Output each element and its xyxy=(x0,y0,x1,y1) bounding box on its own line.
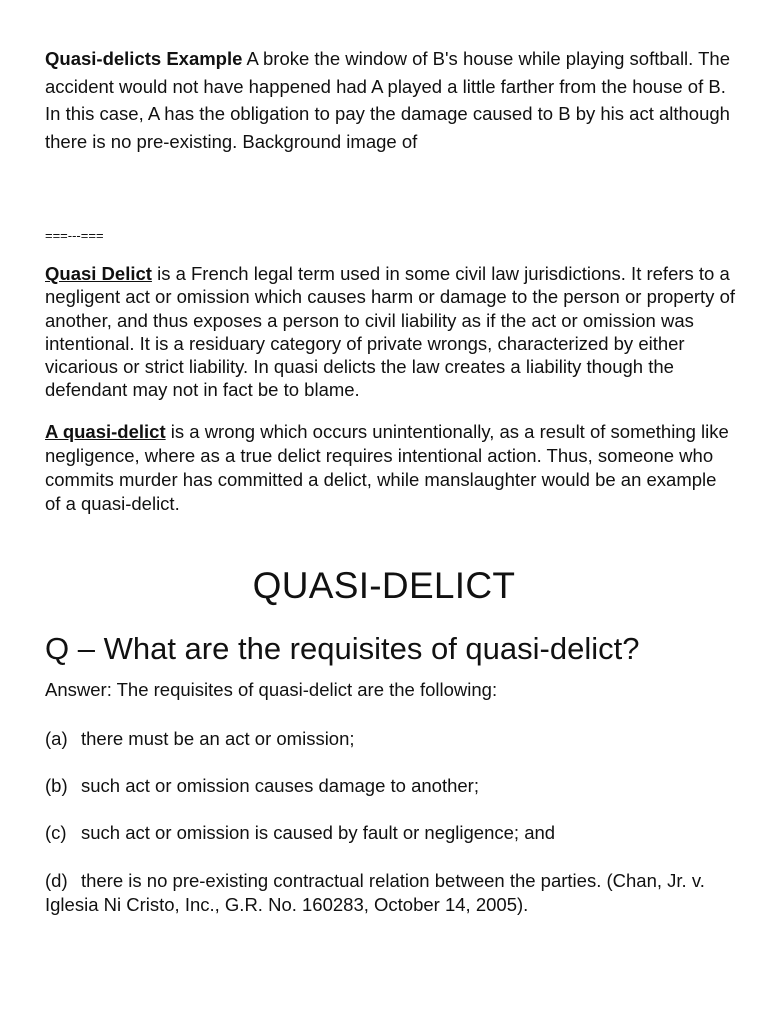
requisite-text: such act or omission causes damage to another; xyxy=(81,775,479,796)
answer-intro: Answer: The requisites of quasi-delict are the following: xyxy=(45,679,498,700)
requisite-text: such act or omission is caused by fault or negligence; and xyxy=(81,822,556,843)
definition1-lead: Quasi Delict xyxy=(45,263,152,284)
intro-text: A broke the window of B's house while playing softball. The accident would not have happened had A played a little farther from the house of B. In this case, A has the obligation to pay the damage caused to B by his act although there is no pre-existing. Background image of xyxy=(45,48,730,152)
intro-lead: Quasi-delicts Example xyxy=(45,48,243,69)
requisite-text: there must be an act or omission; xyxy=(81,728,355,749)
definition-paragraph-1 xyxy=(45,262,735,402)
requisite-item xyxy=(45,774,735,798)
requisite-marker: (d) xyxy=(45,870,68,891)
requisite-item xyxy=(45,869,735,917)
requisite-item xyxy=(45,727,735,751)
separator-line: ===---=== xyxy=(45,228,104,243)
requisite-marker: (a) xyxy=(45,728,68,749)
section-heading: QUASI-DELICT xyxy=(252,565,516,606)
definition1-text: is a French legal term used in some civil law jurisdictions. It refers to a negligent act or omission which causes harm or damage to the person or property of another, and thus exposes a person to civil liability as if the act or omission was intentional. It is a residuary category of private wrongs, characterized by either vicarious or strict liability. In quasi delicts the law creates a liability though the defendant may not in fact be to blame. xyxy=(45,263,736,401)
requisite-marker: (b) xyxy=(45,775,68,796)
definition-paragraph-2 xyxy=(45,420,735,516)
intro-paragraph xyxy=(45,45,735,155)
definition2-text: is a wrong which occurs unintentionally, as a result of something like negligence, where as a true delict requires intentional action. Thus, someone who commits murder has committed a delict, while manslaughter would be an example of a quasi-delict. xyxy=(45,421,729,514)
requisite-text: there is no pre-existing contractual relation between the parties. (Chan, Jr. v. Iglesia Ni Cristo, Inc., G.R. No. 160283, October 14, 2005). xyxy=(45,870,705,915)
requisite-item xyxy=(45,821,735,845)
definition2-lead: A quasi-delict xyxy=(45,421,166,442)
requisite-marker: (c) xyxy=(45,822,67,843)
question-heading: Q – What are the requisites of quasi-delict? xyxy=(45,631,640,666)
